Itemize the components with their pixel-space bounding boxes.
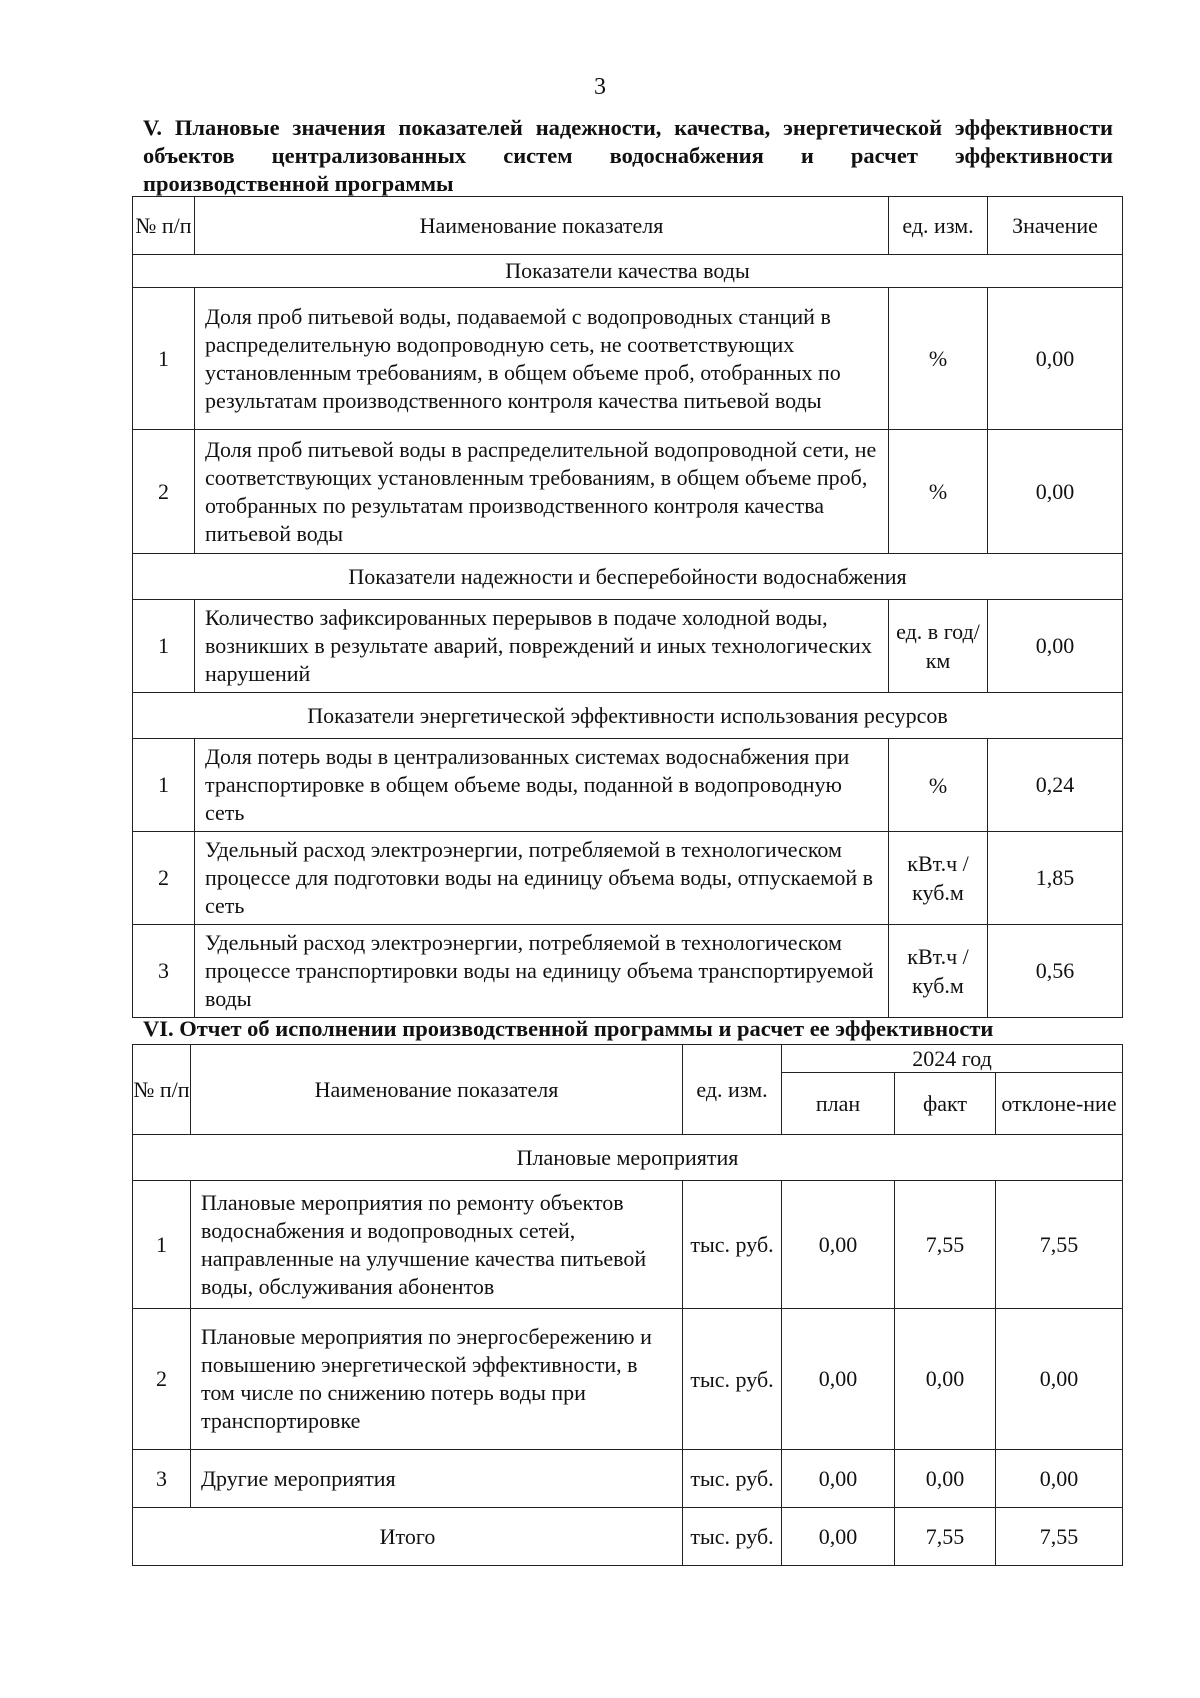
row-unit: кВт.ч / куб.м xyxy=(889,925,988,1018)
row-num: 1 xyxy=(133,288,195,430)
row-num: 2 xyxy=(133,1309,191,1450)
row-value: 0,00 xyxy=(988,600,1123,693)
table-row xyxy=(133,600,1123,693)
row-plan: 0,00 xyxy=(782,1450,895,1508)
row-deviation: 0,00 xyxy=(996,1450,1123,1508)
section-row xyxy=(133,554,1123,600)
row-unit: тыс. руб. xyxy=(683,1181,782,1309)
header-plan: план xyxy=(782,1073,895,1135)
row-num: 1 xyxy=(133,600,195,693)
row-num: 2 xyxy=(133,832,195,925)
row-value: 1,85 xyxy=(988,832,1123,925)
row-indicator-name: Доля проб питьевой воды, подаваемой с водопроводных станций в распределительную водопроводную сеть, не соответствующих установленным требованиям, в общем объеме проб, отобранных по результатам производственного контроля качества питьевой воды xyxy=(195,288,889,430)
total-plan: 0,00 xyxy=(782,1508,895,1566)
row-value: 0,56 xyxy=(988,925,1123,1018)
row-indicator-name: Доля потерь воды в централизованных системах водоснабжения при транспортировке в общем объеме воды, поданной в водопроводную сеть xyxy=(195,739,889,832)
header-num: № п/п xyxy=(133,1045,191,1135)
program-execution-table xyxy=(132,1044,1123,1566)
table-row xyxy=(133,832,1123,925)
header-year: 2024 год xyxy=(782,1045,1123,1073)
table-row xyxy=(133,1181,1123,1309)
header-deviation: отклоне-ние xyxy=(996,1073,1123,1135)
row-unit: ед. в год/ км xyxy=(889,600,988,693)
total-fact: 7,55 xyxy=(895,1508,996,1566)
row-unit: % xyxy=(889,739,988,832)
header-unit: ед. изм. xyxy=(889,197,988,255)
total-row xyxy=(133,1508,1123,1566)
row-deviation: 7,55 xyxy=(996,1181,1123,1309)
header-fact: факт xyxy=(895,1073,996,1135)
group-title-reliability: Показатели надежности и бесперебойности водоснабжения xyxy=(133,554,1123,600)
header-indicator-name: Наименование показателя xyxy=(191,1045,683,1135)
group-title-water-quality: Показатели качества воды xyxy=(133,255,1123,288)
row-measure-name: Другие мероприятия xyxy=(191,1450,683,1508)
total-label: Итого xyxy=(133,1508,683,1566)
row-indicator-name: Доля проб питьевой воды в распределительной водопроводной сети, не соответствующих установленным требованиям, в общем объеме проб, отобранных по результатам производственного контроля качества питьевой воды xyxy=(195,430,889,554)
row-plan: 0,00 xyxy=(782,1181,895,1309)
row-num: 3 xyxy=(133,1450,191,1508)
row-unit: % xyxy=(889,430,988,554)
row-num: 1 xyxy=(133,739,195,832)
section-row xyxy=(133,1135,1123,1181)
row-value: 0,00 xyxy=(988,288,1123,430)
row-value: 0,00 xyxy=(988,430,1123,554)
row-unit: кВт.ч / куб.м xyxy=(889,832,988,925)
row-plan: 0,00 xyxy=(782,1309,895,1450)
row-fact: 0,00 xyxy=(895,1450,996,1508)
row-deviation: 0,00 xyxy=(996,1309,1123,1450)
row-unit: тыс. руб. xyxy=(683,1309,782,1450)
section-row xyxy=(133,693,1123,739)
row-indicator-name: Удельный расход электроэнергии, потребляемой в технологическом процессе для подготовки воды на единицу объема воды, отпускаемой в сеть xyxy=(195,832,889,925)
header-indicator-name: Наименование показателя xyxy=(195,197,889,255)
section-vi-heading: VI. Отчет об исполнении производственной программы и расчет ее эффективности xyxy=(143,1016,994,1041)
row-num: 3 xyxy=(133,925,195,1018)
header-unit: ед. изм. xyxy=(683,1045,782,1135)
table-row xyxy=(133,288,1123,430)
header-num: № п/п xyxy=(133,197,195,255)
table-row xyxy=(133,925,1123,1018)
row-num: 1 xyxy=(133,1181,191,1309)
table-header-row xyxy=(133,1045,1123,1073)
reliability-indicators-table xyxy=(132,196,1123,1018)
group-title-energy-efficiency: Показатели энергетической эффективности использования ресурсов xyxy=(133,693,1123,739)
row-unit: тыс. руб. xyxy=(683,1450,782,1508)
row-unit: % xyxy=(889,288,988,430)
group-title-planned-measures: Плановые мероприятия xyxy=(133,1135,1123,1181)
table-row xyxy=(133,1309,1123,1450)
header-value: Значение xyxy=(988,197,1123,255)
table-row xyxy=(133,1450,1123,1508)
row-measure-name: Плановые мероприятия по ремонту объектов водоснабжения и водопроводных сетей, направленные на улучшение качества питьевой воды, обслуживания абонентов xyxy=(191,1181,683,1309)
row-num: 2 xyxy=(133,430,195,554)
row-indicator-name: Количество зафиксированных перерывов в подаче холодной воды, возникших в результате аварий, повреждений и иных технологических нарушений xyxy=(195,600,889,693)
row-fact: 0,00 xyxy=(895,1309,996,1450)
row-measure-name: Плановые мероприятия по энергосбережению и повышению энергетической эффективности, в том числе по снижению потерь воды при транспортировке xyxy=(191,1309,683,1450)
table-row xyxy=(133,430,1123,554)
total-unit: тыс. руб. xyxy=(683,1508,782,1566)
table-header-row xyxy=(133,197,1123,255)
row-value: 0,24 xyxy=(988,739,1123,832)
row-fact: 7,55 xyxy=(895,1181,996,1309)
section-row xyxy=(133,255,1123,288)
row-indicator-name: Удельный расход электроэнергии, потребляемой в технологическом процессе транспортировки воды на единицу объема транспортируемой воды xyxy=(195,925,889,1018)
page-number: 3 xyxy=(594,74,606,100)
table-row xyxy=(133,739,1123,832)
total-deviation: 7,55 xyxy=(996,1508,1123,1566)
section-v-heading: V. Плановые значения показателей надежности, качества, энергетической эффективности объектов централизованных систем водоснабжения и расчет эффективности производственной программы xyxy=(143,115,1113,196)
